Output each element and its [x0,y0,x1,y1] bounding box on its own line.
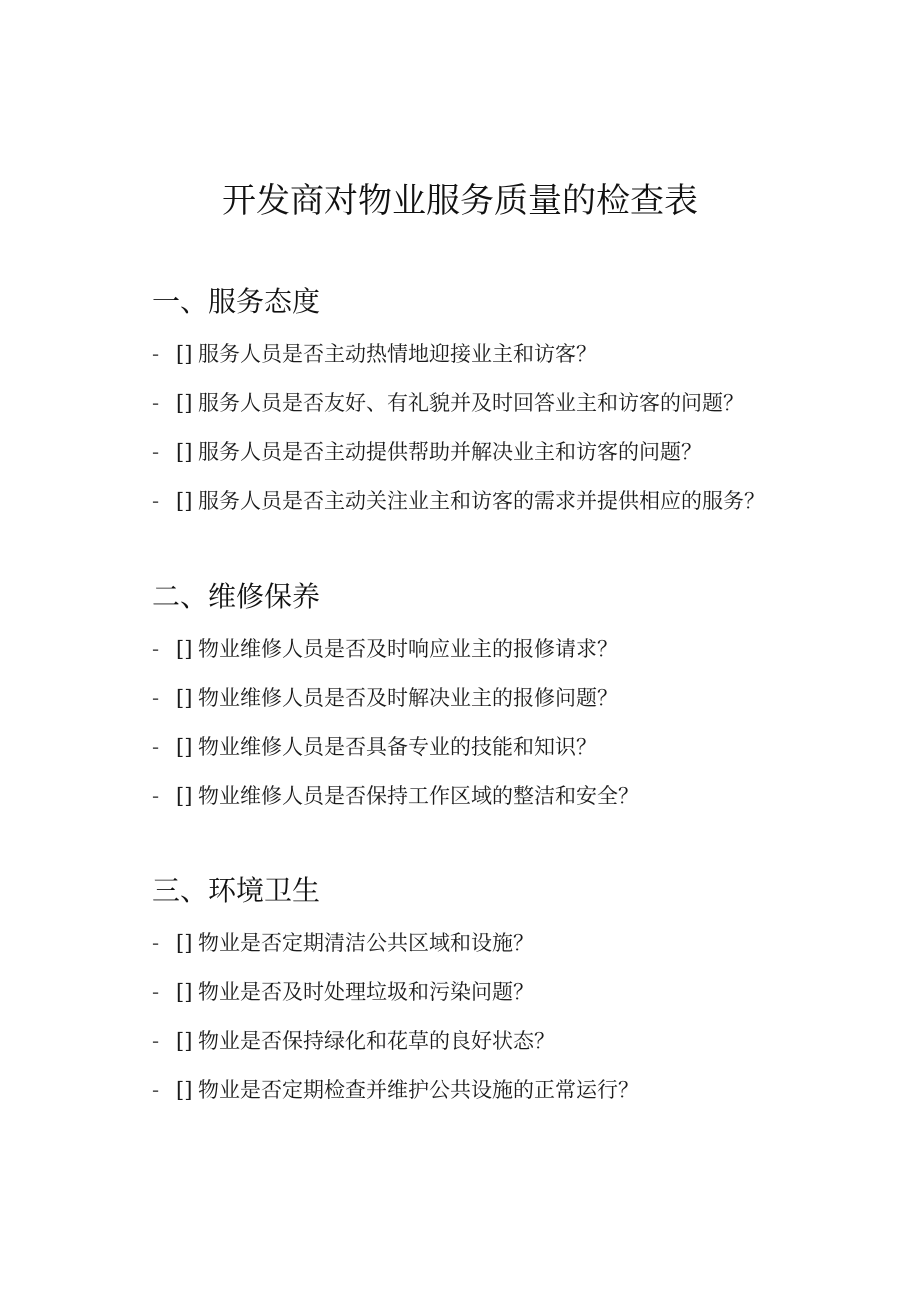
checklist-item[interactable] [152,674,872,723]
checkbox[interactable]: [] [176,686,193,710]
dash-marker: - [152,735,160,759]
checklist-item-text: 物业维修人员是否及时响应业主的报修请求？ [198,637,618,661]
dash-marker: - [152,489,160,513]
checklist-item-text: 物业维修人员是否保持工作区域的整洁和安全？ [198,784,639,808]
checklist-item-text: 服务人员是否主动提供帮助并解决业主和访客的问题？ [198,440,702,464]
checkbox[interactable]: [] [176,342,193,366]
section-heading: 一、服务态度 [152,285,321,318]
checkbox[interactable]: [] [176,440,193,464]
checklist-item-text: 物业是否定期检查并维护公共设施的正常运行？ [198,1078,639,1102]
dash-marker: - [152,931,160,955]
checklist-item[interactable] [152,330,872,379]
section-service-attitude [152,282,872,526]
document-title: 开发商对物业服务质量的检查表 [222,181,698,221]
checklist-item-text: 物业是否及时处理垃圾和污染问题？ [198,980,534,1004]
dash-marker: - [152,980,160,1004]
checklist [152,330,872,526]
checklist-item[interactable] [152,723,872,772]
checklist-item[interactable] [152,379,872,428]
section-maintenance [152,577,872,821]
checklist-item-text: 服务人员是否主动热情地迎接业主和访客？ [198,342,597,366]
checklist-item[interactable] [152,968,872,1017]
checklist-item[interactable] [152,428,872,477]
checklist-item-text: 服务人员是否主动关注业主和访客的需求并提供相应的服务？ [198,489,765,513]
checkbox[interactable]: [] [176,735,193,759]
section-environment [152,871,872,1115]
dash-marker: - [152,391,160,415]
checkbox[interactable]: [] [176,391,193,415]
checkbox[interactable]: [] [176,980,193,1004]
checkbox[interactable]: [] [176,931,193,955]
checklist [152,625,872,821]
checklist-item[interactable] [152,625,872,674]
section-heading: 二、维修保养 [152,580,321,613]
dash-marker: - [152,1029,160,1053]
checklist-item[interactable] [152,1066,872,1115]
dash-marker: - [152,1078,160,1102]
checkbox[interactable]: [] [176,489,193,513]
dash-marker: - [152,637,160,661]
checklist [152,919,872,1115]
checklist-item[interactable] [152,477,872,526]
checklist-item-text: 物业是否保持绿化和花草的良好状态？ [198,1029,555,1053]
checklist-item-text: 物业维修人员是否及时解决业主的报修问题？ [198,686,618,710]
dash-marker: - [152,440,160,464]
checklist-item-text: 物业维修人员是否具备专业的技能和知识？ [198,735,597,759]
checklist-item-text: 物业是否定期清洁公共区域和设施？ [198,931,534,955]
checklist-item-text: 服务人员是否友好、有礼貌并及时回答业主和访客的问题？ [198,391,744,415]
checkbox[interactable]: [] [176,1078,193,1102]
dash-marker: - [152,686,160,710]
checklist-item[interactable] [152,772,872,821]
checklist-item[interactable] [152,1017,872,1066]
checklist-item[interactable] [152,919,872,968]
dash-marker: - [152,784,160,808]
checkbox[interactable]: [] [176,1029,193,1053]
dash-marker: - [152,342,160,366]
section-heading: 三、环境卫生 [152,874,321,907]
checkbox[interactable]: [] [176,637,193,661]
checkbox[interactable]: [] [176,784,193,808]
